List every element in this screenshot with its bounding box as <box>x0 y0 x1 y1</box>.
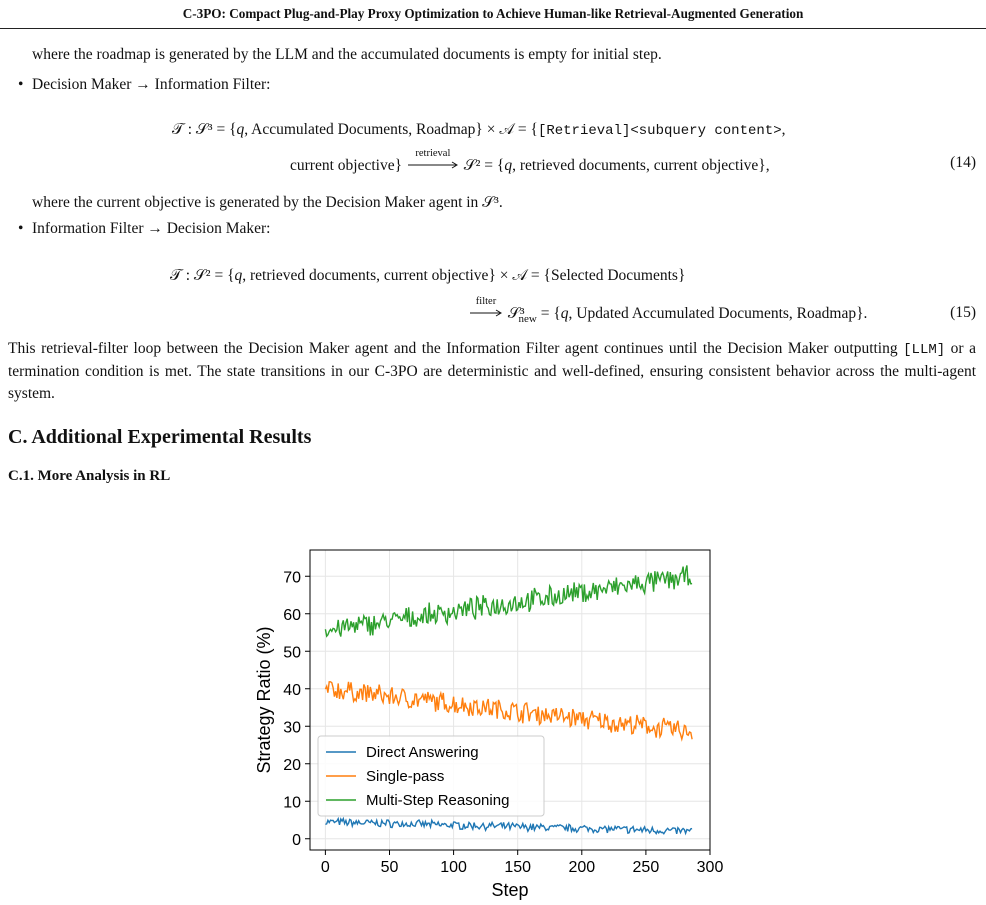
x-tick-label: 150 <box>504 859 532 876</box>
eq15-rest: , retrieved documents, current objective} × 𝒜 = {Selected Documents} <box>242 267 686 284</box>
equation-14-line-2 <box>290 148 770 178</box>
eq14-lhs: 𝒯 : 𝒮³ = { <box>172 121 237 138</box>
eq14-q: q <box>236 121 245 138</box>
equation-15-line-1 <box>170 264 685 288</box>
eq15-tail: , Updated Accumulated Documents, Roadmap}. <box>568 305 868 322</box>
eq15-sub-new: new <box>518 313 537 326</box>
x-tick-label: 50 <box>380 859 399 876</box>
llm-token: [LLM] <box>903 342 946 358</box>
eq15-q2: q <box>560 305 569 322</box>
x-tick-label: 100 <box>440 859 467 876</box>
eq14-q2: q <box>504 157 513 174</box>
x-tick-label: 250 <box>632 859 660 876</box>
series-line-single-pass <box>325 682 692 739</box>
eq15-eq: = { <box>536 305 561 322</box>
x-axis-label: Step <box>491 880 529 900</box>
bullet-decision-to-filter: • Decision Maker → Information Filter: <box>32 74 270 96</box>
bullet-filter-to-decision: • Information Filter → Decision Maker: <box>32 218 270 240</box>
strategy-ratio-chart <box>240 540 740 900</box>
eq15-state: 𝒮³ <box>507 305 525 322</box>
paragraph-loop <box>8 338 976 405</box>
y-tick-label: 70 <box>283 569 301 587</box>
paragraph-roadmap: where the roadmap is generated by the LLM and the accumulated documents is empty for initial step. <box>32 46 662 63</box>
section-title: C. Additional Experimental Results <box>8 426 312 448</box>
eq14-comma: , <box>781 121 786 138</box>
equation-15-number: (15) <box>950 304 976 321</box>
eq14-objective: current objective} <box>290 157 403 174</box>
para3-end: or a termination condition is met. The state transitions in our C-3PO are deterministic and well-defined, ensuring consistent behavior across the multi-agent system. <box>8 340 976 402</box>
y-tick-label: 40 <box>283 681 301 699</box>
retrieval-arrow <box>406 148 460 178</box>
equation-14-line-1 <box>172 118 785 143</box>
paragraph-objective: where the current objective is generated by the Decision Maker agent in 𝒮³. <box>32 194 503 211</box>
y-tick-label: 60 <box>283 606 301 624</box>
eq14-rhs: 𝒮² = { <box>463 157 505 174</box>
x-tick-label: 0 <box>320 859 330 876</box>
eq14-retrieval-token: [Retrieval]<subquery content> <box>537 123 782 139</box>
y-tick-label: 10 <box>283 794 301 812</box>
eq14-rhs-rest: , retrieved documents, current objective}, <box>512 157 770 174</box>
filter-arrow <box>468 296 504 326</box>
filter-arrow-label: filter <box>475 296 497 307</box>
y-tick-label: 0 <box>292 831 301 849</box>
y-axis-label: Strategy Ratio (%) <box>254 626 274 774</box>
eq14-mid: , Accumulated Documents, Roadmap} × 𝒜 = { <box>244 121 538 138</box>
subsection-title: C.1. More Analysis in RL <box>8 468 171 484</box>
y-tick-label: 50 <box>283 644 301 662</box>
equation-14-number: (14) <box>950 154 976 171</box>
eq15-lhs: 𝒯 : 𝒮² = { <box>170 267 235 284</box>
y-tick-label: 20 <box>283 756 301 774</box>
equation-15-line-2 <box>468 296 868 331</box>
series-line-direct-answering <box>325 819 692 834</box>
x-tick-label: 200 <box>568 859 596 876</box>
para3-start: This retrieval-filter loop between the Decision Maker agent and the Information Filter agent continues until the Decision Maker outputting <box>8 340 904 357</box>
legend-label: Multi-Step Reasoning <box>366 792 510 809</box>
eq15-q: q <box>234 267 243 284</box>
legend-label: Direct Answering <box>366 744 479 761</box>
running-header: C-3PO: Compact Plug-and-Play Proxy Optimization to Achieve Human-like Retrieval-Augmented Generation <box>0 0 986 29</box>
x-tick-label: 300 <box>696 859 724 876</box>
retrieval-arrow-label: retrieval <box>415 148 451 159</box>
legend-label: Single-pass <box>366 768 445 785</box>
y-tick-label: 30 <box>283 719 301 737</box>
